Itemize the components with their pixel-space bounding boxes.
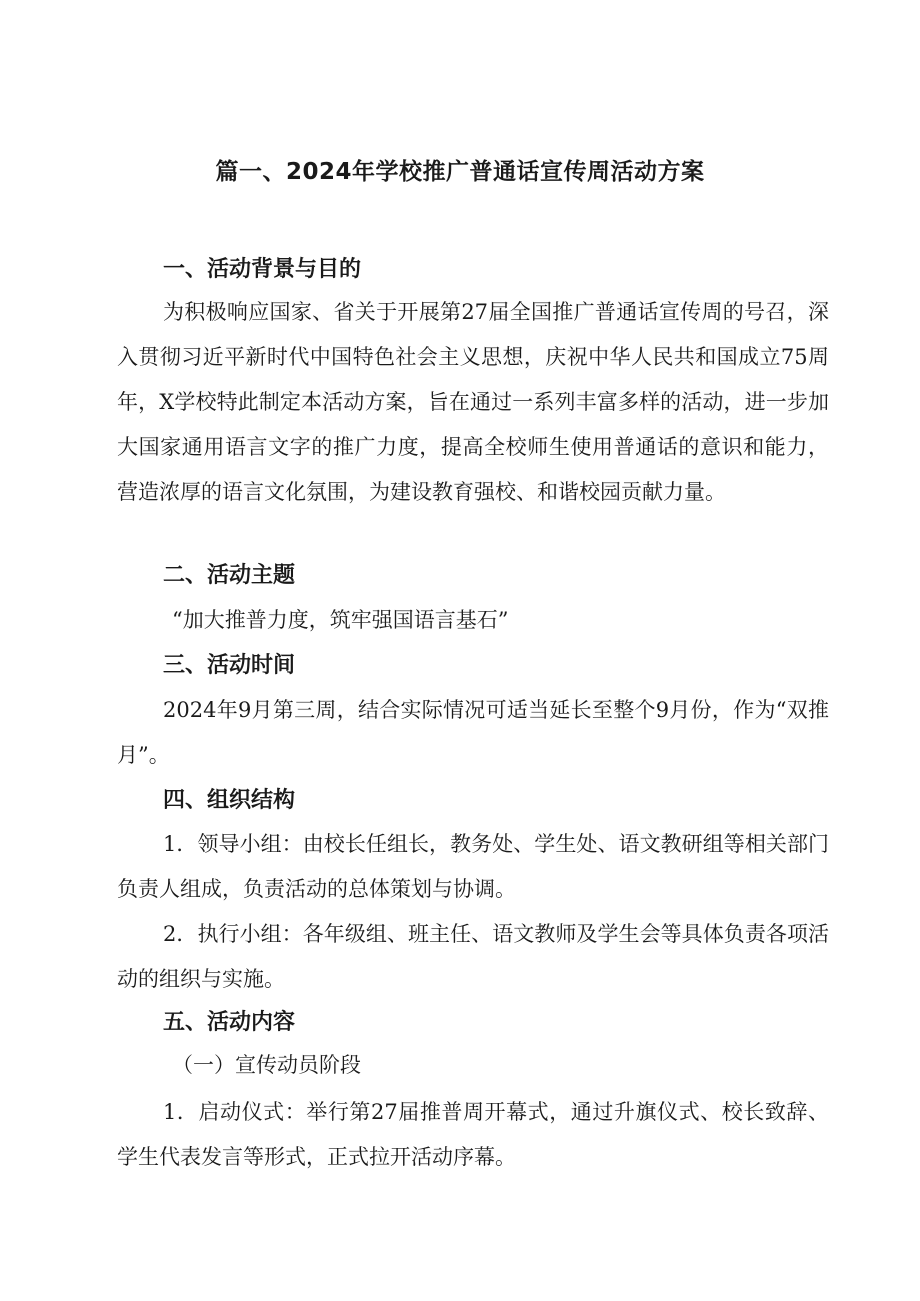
theme-quote: “加大推普力度，筑牢强国语言基石”: [172, 608, 509, 632]
section-paragraph-background: 为积极响应国家、省关于开展第27届全国推广普通话宣传周的号召，深入贯彻习近平新时代中国特色社会主义思想，庆祝中华人民共和国成立75周年，X学校特此制定本活动方案，旨在通过一系列丰富多样的活动，进一步加大国家通用语言文字的推广力度，提高全校师生使用普通话的意识和能力，营造浓厚的语言文化氛围，为建设教育强校、和谐校园贡献力量。: [117, 300, 829, 504]
subsection-heading-publicity: （一）宣传动员阶段: [172, 1053, 361, 1077]
section-heading-organization: 四、组织结构: [163, 788, 296, 813]
section-heading-theme: 二、活动主题: [163, 563, 296, 588]
organization-item-leadership: 1．领导小组：由校长任组长，教务处、学生处、语文教研组等相关部门负责人组成，负责活动的总体策划与协调。: [117, 832, 829, 901]
section-heading-content: 五、活动内容: [163, 1010, 296, 1035]
organization-item-execution: 2．执行小组：各年级组、班主任、语文教师及学生会等具体负责各项活动的组织与实施。: [117, 922, 829, 991]
section-heading-time: 三、活动时间: [163, 653, 296, 678]
content-item-launch: 1．启动仪式：举行第27届推普周开幕式，通过升旗仪式、校长致辞、学生代表发言等形式，正式拉开活动序幕。: [117, 1100, 829, 1169]
section-heading-background: 一、活动背景与目的: [163, 257, 362, 282]
section-paragraph-time: 2024年9月第三周，结合实际情况可适当延长至整个9月份，作为“双推月”。: [117, 698, 829, 767]
document-title: 篇一、2024年学校推广普通话宣传周活动方案: [215, 159, 705, 185]
